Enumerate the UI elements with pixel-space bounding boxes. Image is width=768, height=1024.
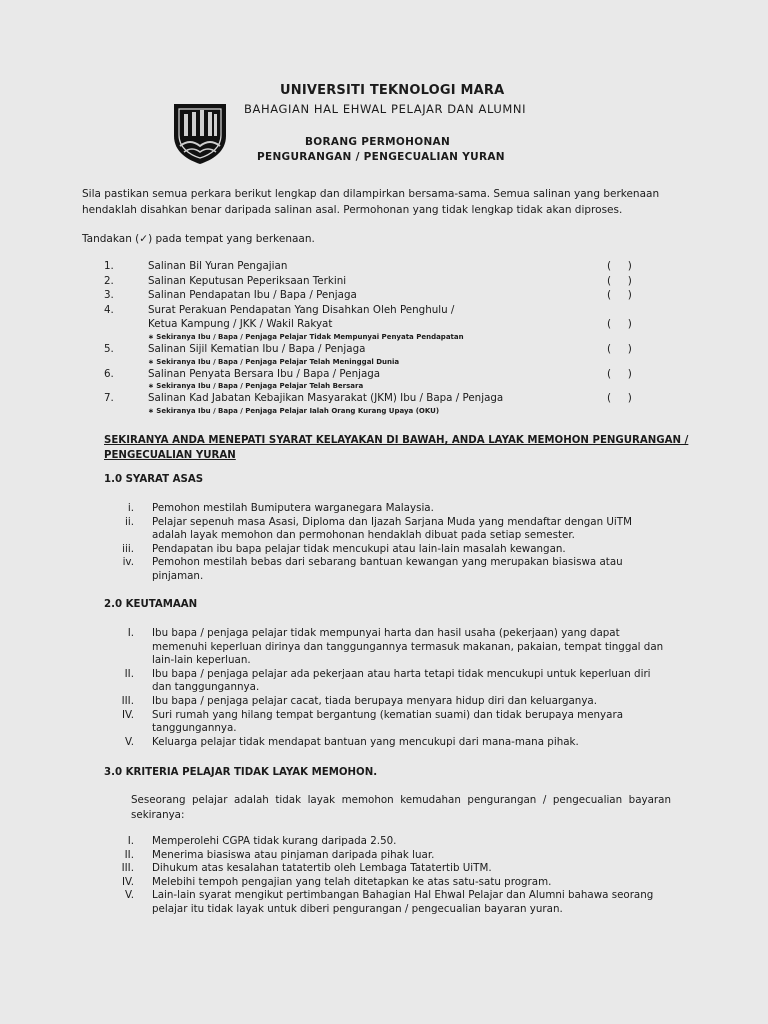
requirement-checkbox[interactable]: ( ) [607,367,632,380]
list-item [104,627,664,668]
requirement-text: Salinan Pendapatan Ibu / Bapa / Penjaga [148,289,357,302]
list-item-number: I. [127,627,134,639]
list-item-number: iv. [122,556,134,569]
requirements-checklist [104,259,644,416]
requirement-note: ∗ Sekiranya Ibu / Bapa / Penjaga Pelajar Telah Meninggal Dunia [148,357,400,366]
list-item [104,695,664,709]
list-item-number: IV. [121,875,134,888]
list-item-text: Pemohon mestilah Bumiputera warganegara Malaysia. [152,502,434,514]
list-item-number: III. [121,862,134,875]
requirement-number: 6. [104,367,114,380]
requirement-item [104,303,644,342]
list-item [104,668,664,695]
section-3-intro: Seseorang pelajar adalah tidak layak memohon kemudahan pengurangan / pengecualian bayaran sekiranya: [131,794,671,821]
requirement-checkbox[interactable]: ( ) [607,342,632,355]
intro-paragraph: Sila pastikan semua perkara berikut lengkap dan dilampirkan bersama-sama. Semua salinan yang berkenaan hendaklah disahkan benar daripada salinan asal. Permohonan yang tidak lengkap tidak akan diproses. [82,188,660,216]
list-item [104,502,664,516]
list-item-number: iii. [122,542,134,555]
list-item [104,876,664,890]
requirement-note: ∗ Sekiranya Ibu / Bapa / Penjaga Pelajar Ialah Orang Kurang Upaya (OKU) [148,406,440,415]
requirement-item [104,274,644,289]
requirement-number: 7. [104,392,114,405]
list-item [104,849,664,863]
requirement-item [104,391,644,416]
requirement-item [104,342,644,367]
list-item [104,835,664,849]
section-2-list [104,627,664,749]
requirement-number: 4. [104,303,114,316]
requirement-text: Salinan Penyata Bersara Ibu / Bapa / Penjaga [148,367,381,380]
requirement-text-continued: Ketua Kampung / JKK / Wakil Rakyat [148,318,333,331]
requirement-text: Salinan Bil Yuran Pengajian [148,260,288,272]
list-item-number: ii. [125,515,134,528]
list-item [104,862,664,876]
section-3-title: 3.0 KRITERIA PELAJAR TIDAK LAYAK MEMOHON. [104,767,378,778]
requirement-text: Salinan Sijil Kematian Ibu / Bapa / Penjaga [148,342,366,355]
list-item-text: Ibu bapa / penjaga pelajar tidak mempunyai harta dan hasil usaha (pekerjaan) yang dapat memenuhi keperluan dirinya dan tanggungannya termasuk makanan, pakaian, tempat tinggal dan lain-lain keperluan. [152,627,664,667]
department-name: BAHAGIAN HAL EHWAL PELAJAR DAN ALUMNI [244,102,527,116]
section-1-title: 1.0 SYARAT ASAS [104,474,204,485]
requirement-checkbox[interactable]: ( ) [607,260,632,272]
university-title: UNIVERSITI TEKNOLOGI MARA [280,83,505,98]
requirement-number: 3. [104,289,114,302]
requirement-item [104,288,644,303]
requirement-text: Surat Perakuan Pendapatan Yang Disahkan Oleh Penghulu / [148,303,455,316]
list-item [104,736,664,750]
requirement-number: 5. [104,342,114,355]
eligibility-heading: SEKIRANYA ANDA MENEPATI SYARAT KELAYAKAN DI BAWAH, ANDA LAYAK MEMOHON PENGURANGAN / PENGECUALIAN YURAN [104,435,689,461]
requirement-item [104,367,644,392]
list-item-text: Ibu bapa / penjaga pelajar ada pekerjaan atau harta tetapi tidak mencukupi untuk keperluan diri dan tanggungannya. [152,667,651,694]
list-item-number: III. [121,694,134,707]
requirement-number: 1. [104,260,114,272]
list-item-text: Menerima biasiswa atau pinjaman daripada pihak luar. [152,848,435,861]
list-item [104,556,664,583]
requirement-checkbox[interactable]: ( ) [607,274,632,287]
requirement-checkbox[interactable]: ( ) [607,289,632,302]
list-item-number: I. [127,835,134,847]
list-item [104,516,664,543]
list-item-text: Dihukum atas kesalahan tatatertib oleh Lembaga Tatatertib UiTM. [152,862,492,875]
list-item-number: II. [124,667,134,680]
form-title-line-1: BORANG PERMOHONAN [305,136,451,148]
list-item [104,889,664,916]
requirement-item [104,259,644,274]
form-title-line-2: PENGURANGAN / PENGECUALIAN YURAN [257,151,505,163]
list-item-text: Pemohon mestilah bebas dari sebarang bantuan kewangan yang merupakan biasiswa atau pinjaman. [152,556,623,582]
requirement-note: ∗ Sekiranya Ibu / Bapa / Penjaga Pelajar Telah Bersara [148,382,364,391]
section-3-list [104,835,664,917]
list-item-number: IV. [121,708,134,721]
list-item-text: Memperolehi CGPA tidak kurang daripada 2.50. [152,835,397,847]
list-item-number: i. [127,502,134,514]
list-item [104,543,664,557]
list-item-text: Melebihi tempoh pengajian yang telah ditetapkan ke atas satu-satu program. [152,875,552,888]
uitm-logo-icon [170,102,230,166]
requirement-note: ∗ Sekiranya Ibu / Bapa / Penjaga Pelajar Tidak Mempunyai Penyata Pendapatan [148,332,464,341]
list-item-text: Suri rumah yang hilang tempat bergantung (kematian suami) dan tidak berupaya menyara tanggungannya. [152,708,624,735]
tick-instruction: Tandakan (✓) pada tempat yang berkenaan. [82,233,315,245]
list-item-text: Pelajar sepenuh masa Asasi, Diploma dan Ijazah Sarjana Muda yang mendaftar dengan UiTM adalah layak memohon dan permohonan hendaklah dibuat pada setiap semester. [152,515,632,542]
list-item-text: Keluarga pelajar tidak mendapat bantuan yang mencukupi dari mana-mana pihak. [152,735,579,748]
section-1-list [104,502,664,584]
requirement-text: Salinan Keputusan Peperiksaan Terkini [148,274,347,287]
list-item-text: Ibu bapa / penjaga pelajar cacat, tiada berupaya menyara hidup diri dan keluarganya. [152,694,597,707]
section-2-title: 2.0 KEUTAMAAN [104,599,198,610]
requirement-checkbox[interactable]: ( ) [607,392,632,405]
list-item-number: II. [124,848,134,861]
requirement-text: Salinan Kad Jabatan Kebajikan Masyarakat (JKM) Ibu / Bapa / Penjaga [148,392,504,405]
list-item [104,709,664,736]
requirement-number: 2. [104,274,114,287]
list-item-text: Lain-lain syarat mengikut pertimbangan Bahagian Hal Ehwal Pelajar dan Alumni bahawa seorang pelajar itu tidak layak untuk diberi pengurangan / pengecualian bayaran yuran. [152,889,654,915]
requirement-checkbox[interactable]: ( ) [607,317,632,330]
list-item-number: V. [125,889,134,902]
list-item-number: V. [125,735,134,748]
list-item-text: Pendapatan ibu bapa pelajar tidak mencukupi atau lain-lain masalah kewangan. [152,542,566,555]
